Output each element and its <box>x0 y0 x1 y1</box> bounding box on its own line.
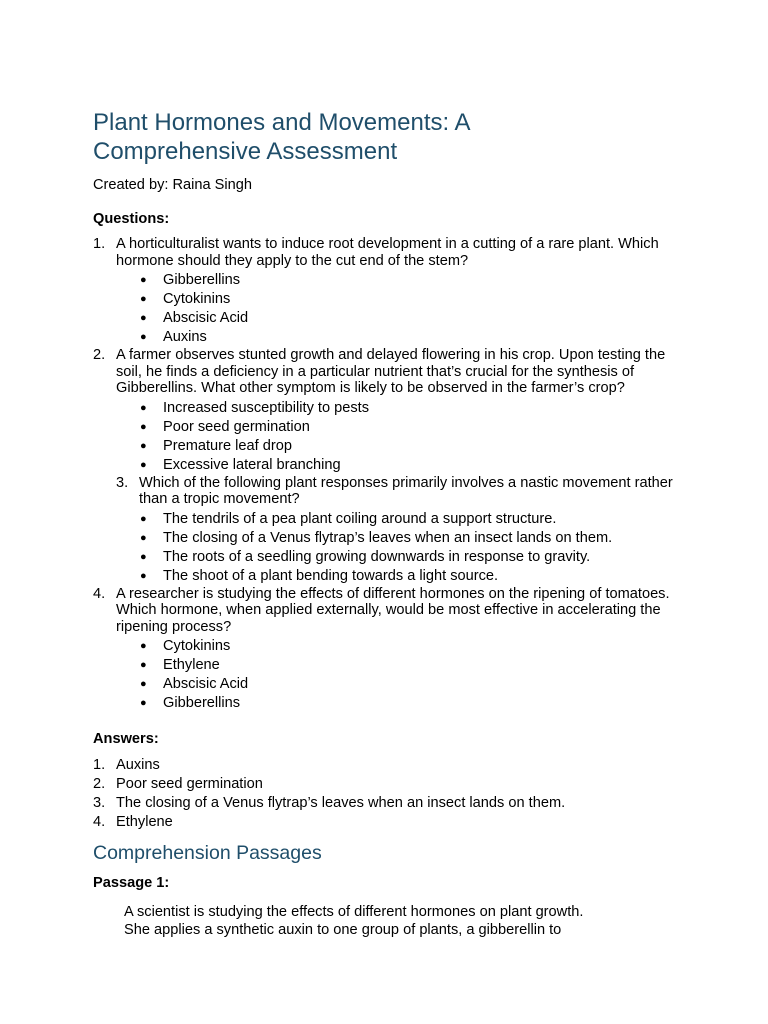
bullet-icon: ● <box>140 569 147 582</box>
option-text: Poor seed germination <box>163 418 310 435</box>
answer-number: 1. <box>93 757 106 773</box>
option-text: The shoot of a plant bending towards a light source. <box>163 567 499 584</box>
options-list <box>116 637 683 713</box>
option-text: The tendrils of a pea plant coiling around a support structure. <box>163 510 557 527</box>
option-item <box>139 510 683 529</box>
options-list <box>116 399 683 475</box>
option-item <box>116 399 683 418</box>
bullet-icon: ● <box>140 550 147 563</box>
bullet-icon: ● <box>140 531 147 544</box>
document-page <box>93 108 683 939</box>
option-text: Increased susceptibility to pests <box>163 399 370 416</box>
option-item <box>139 567 683 586</box>
bullet-icon: ● <box>140 512 147 525</box>
option-text: Auxins <box>163 329 207 345</box>
option-item <box>139 548 683 567</box>
bullet-icon: ● <box>140 640 147 652</box>
question-4 <box>93 586 683 714</box>
question-number: 4. <box>93 585 106 602</box>
option-text: Abscisic Acid <box>163 676 249 692</box>
bullet-icon: ● <box>140 312 147 324</box>
answers-label: Answers: <box>93 731 159 747</box>
option-item <box>116 456 683 475</box>
bullet-icon: ● <box>140 659 147 671</box>
bullet-icon: ● <box>140 697 147 709</box>
answer-item <box>93 775 683 794</box>
option-item <box>116 675 683 694</box>
option-text: Excessive lateral branching <box>163 456 341 473</box>
question-number: 3. <box>116 474 129 491</box>
bullet-icon: ● <box>140 293 147 305</box>
passage-line: She applies a synthetic auxin to one group of plants, a gibberellin to <box>124 921 562 938</box>
answer-number: 2. <box>93 776 106 792</box>
option-text: The roots of a seedling growing downwards in response to gravity. <box>163 548 591 565</box>
bullet-icon: ● <box>140 678 147 690</box>
title-line-2: Comprehensive Assessment <box>93 138 398 165</box>
passage-line: A scientist is studying the effects of different hormones on plant growth. <box>124 904 584 920</box>
comprehension-heading: Comprehension Passages <box>93 842 322 864</box>
option-item <box>116 309 683 328</box>
answer-text: Poor seed germination <box>116 776 263 792</box>
option-text: Abscisic Acid <box>163 310 249 326</box>
bullet-icon: ● <box>140 331 147 343</box>
option-text: Cytokinins <box>163 291 231 307</box>
question-2 <box>93 347 683 475</box>
question-text: A horticulturalist wants to induce root development in a cutting of a rare plant. Which hormone should they apply to the cut end of the stem? <box>116 236 659 269</box>
option-item <box>116 637 683 656</box>
question-text: A researcher is studying the effects of different hormones on the ripening of tomatoes. Which hormone, when applied externally, would be most effective in accelerating the ripening process? <box>116 585 670 635</box>
option-item <box>116 437 683 456</box>
question-3 <box>116 475 683 586</box>
option-item <box>116 656 683 675</box>
questions-list <box>93 236 683 713</box>
option-text: Ethylene <box>163 657 220 673</box>
option-text: The closing of a Venus flytrap’s leaves when an insect lands on them. <box>163 529 613 546</box>
answers-list <box>93 756 683 832</box>
question-text: Which of the following plant responses primarily involves a nastic movement rather than a tropic movement? <box>139 474 673 507</box>
passage-1-text <box>124 904 634 939</box>
option-item <box>116 290 683 309</box>
option-item <box>116 271 683 290</box>
questions-label: Questions: <box>93 211 170 227</box>
bullet-icon: ● <box>140 439 147 452</box>
answer-item <box>93 813 683 832</box>
created-by: Created by: Raina Singh <box>93 177 253 193</box>
option-item <box>116 328 683 347</box>
option-text: Gibberellins <box>163 272 241 288</box>
option-item <box>116 694 683 713</box>
answer-text: The closing of a Venus flytrap’s leaves when an insect lands on them. <box>116 795 566 811</box>
answer-item <box>93 794 683 813</box>
question-1 <box>93 236 683 347</box>
passage-1-label: Passage 1: <box>93 875 170 891</box>
document-title <box>93 108 683 166</box>
question-text: A farmer observes stunted growth and delayed flowering in his crop. Upon testing the soil, he finds a deficiency in a particular nutrient that’s crucial for the synthesis of Gibberellins. What other symptom is likely to be observed in the farmer’s crop? <box>116 347 666 396</box>
question-number: 1. <box>93 236 106 252</box>
answer-text: Auxins <box>116 757 160 773</box>
answer-number: 4. <box>93 814 106 830</box>
answer-number: 3. <box>93 795 106 811</box>
title-line-1: Plant Hormones and Movements: A <box>93 109 471 136</box>
answer-text: Ethylene <box>116 814 173 830</box>
bullet-icon: ● <box>140 274 147 286</box>
question-number: 2. <box>93 347 106 363</box>
option-item <box>139 529 683 548</box>
bullet-icon: ● <box>140 458 147 471</box>
bullet-icon: ● <box>140 401 147 414</box>
options-list <box>139 510 683 586</box>
bullet-icon: ● <box>140 420 147 433</box>
answer-item <box>93 756 683 775</box>
option-item <box>116 418 683 437</box>
option-text: Gibberellins <box>163 695 241 711</box>
option-text: Cytokinins <box>163 638 231 654</box>
options-list <box>116 271 683 347</box>
option-text: Premature leaf drop <box>163 437 292 454</box>
